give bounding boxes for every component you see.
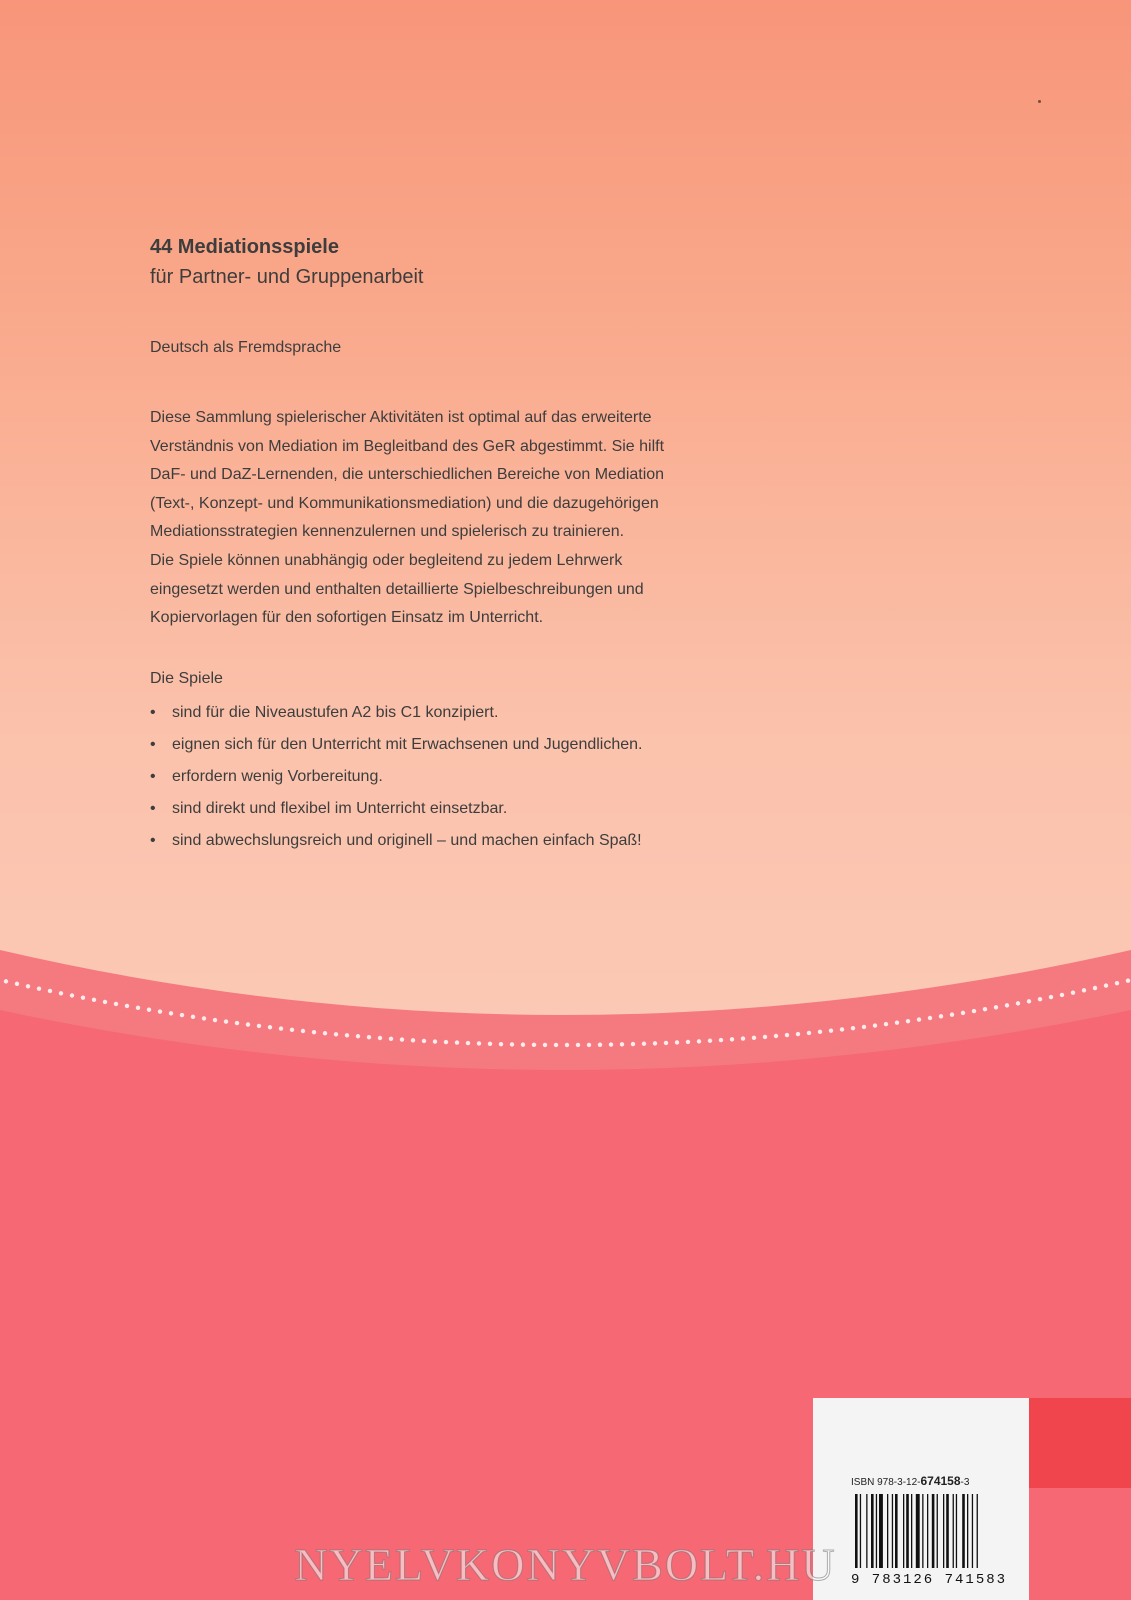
wave-dot: [741, 1036, 745, 1040]
wave-dot: [994, 1005, 998, 1009]
description-line: Kopiervorlagen für den sofortigen Einsatz im Unterricht.: [150, 609, 544, 627]
wave-dot: [202, 1016, 206, 1020]
isbn-core: 674158: [920, 1474, 961, 1488]
feature-text: eignen sich für den Unterricht mit Erwachsenen und Jugendlichen.: [172, 735, 643, 753]
wave-dot: [477, 1041, 481, 1045]
wave-dot: [829, 1028, 833, 1032]
wave-dot: [466, 1041, 470, 1045]
wave-dot: [499, 1042, 503, 1046]
description-line: DaF- und DaZ-Lernenden, die unterschiedlichen Bereiche von Mediation: [150, 466, 665, 484]
wave-dot: [609, 1042, 613, 1046]
wave-dot: [906, 1019, 910, 1023]
wave-dot: [59, 991, 63, 995]
wave-dot: [532, 1043, 536, 1047]
feature-item: [150, 697, 890, 729]
description-line: Verständnis von Mediation im Begleitband des GeR abgestimmt. Sie hilft: [150, 437, 665, 455]
feature-text: sind direkt und flexibel im Unterricht einsetzbar.: [172, 799, 508, 817]
wave-dot: [895, 1020, 899, 1024]
wave-dot: [455, 1040, 459, 1044]
wave-dot: [620, 1042, 624, 1046]
wave-dot: [235, 1021, 239, 1025]
wave-dot: [1071, 990, 1075, 994]
description-line: eingesetzt werden und enthalten detaillierte Spielbeschreibungen und: [150, 580, 644, 598]
wave-dot: [950, 1012, 954, 1016]
wave-dot: [444, 1040, 448, 1044]
wave-dot: [213, 1018, 217, 1022]
bullet-icon: •: [150, 735, 156, 753]
feature-item: [150, 761, 890, 793]
feature-item: [150, 793, 890, 825]
book-subtitle: für Partner- und Gruppenarbeit: [150, 266, 424, 288]
bullet-icon: •: [150, 767, 156, 785]
wave-dot: [642, 1042, 646, 1046]
description-line: Mediationsstrategien kennenzulernen und spielerisch zu trainieren.: [150, 523, 625, 541]
wave-dot: [26, 984, 30, 988]
wave-dot: [1049, 995, 1053, 999]
bullet-icon: •: [150, 831, 156, 849]
wave-dot: [147, 1008, 151, 1012]
book-title: 44 Mediationsspiele: [150, 236, 339, 258]
wave-dot: [917, 1017, 921, 1021]
bullet-icon: •: [150, 799, 156, 817]
wave-dot: [37, 986, 41, 990]
features-list: [150, 697, 890, 857]
wave-dot: [961, 1011, 965, 1015]
bullet-icon: •: [150, 703, 156, 721]
wave-dot: [224, 1019, 228, 1023]
print-speck: [1038, 100, 1041, 103]
wave-dot: [70, 993, 74, 997]
wave-dot: [191, 1015, 195, 1019]
wave-dot: [180, 1013, 184, 1017]
wave-dot: [411, 1038, 415, 1042]
description-line: (Text-, Konzept- und Kommunikationsmediation) und die dazugehörigen: [150, 494, 659, 512]
feature-item: [150, 825, 890, 857]
wave-dot: [158, 1009, 162, 1013]
wave-dot: [114, 1002, 118, 1006]
description-line: Die Spiele können unabhängig oder begleitend zu jedem Lehrwerk: [150, 551, 623, 569]
barcode-digits: 9 783126 741583: [851, 1572, 1008, 1588]
wave-dot: [389, 1037, 393, 1041]
wave-dot: [246, 1022, 250, 1026]
description-line: Diese Sammlung spielerischer Aktivitäten ist optimal auf das erweiterte: [150, 409, 652, 426]
wave-dot: [708, 1039, 712, 1043]
blurb: [150, 232, 890, 857]
wave-dot: [587, 1043, 591, 1047]
wave-dot: [290, 1028, 294, 1032]
wave-dot: [576, 1043, 580, 1047]
wave-dot: [774, 1034, 778, 1038]
wave-dot: [752, 1036, 756, 1040]
wave-dot: [543, 1043, 547, 1047]
wave-dot: [400, 1037, 404, 1041]
features-heading: Die Spiele: [150, 669, 223, 687]
wave-dot: [565, 1043, 569, 1047]
wave-dot: [873, 1023, 877, 1027]
wave-dot: [1082, 988, 1086, 992]
wave-dot: [81, 995, 85, 999]
wave-dot: [433, 1039, 437, 1043]
wave-dot: [510, 1042, 514, 1046]
isbn-suffix: -3: [960, 1477, 970, 1488]
wave-dot: [136, 1006, 140, 1010]
wave-dot: [851, 1026, 855, 1030]
wave-dot: [4, 979, 8, 983]
wave-dot: [598, 1043, 602, 1047]
wave-dot: [675, 1040, 679, 1044]
wave-dot: [785, 1033, 789, 1037]
wave-dot: [730, 1037, 734, 1041]
wave-dot: [653, 1041, 657, 1045]
wave-dot: [488, 1042, 492, 1046]
wave-dot: [796, 1032, 800, 1036]
wave-dot: [664, 1041, 668, 1045]
wave-dot: [818, 1030, 822, 1034]
wave-dot: [15, 982, 19, 986]
wave-dot: [1093, 986, 1097, 990]
wave-dot: [356, 1034, 360, 1038]
wave-dot: [323, 1031, 327, 1035]
wave-dot: [367, 1035, 371, 1039]
wave-dot: [48, 989, 52, 993]
wave-dot: [840, 1027, 844, 1031]
language-label: Deutsch als Fremdsprache: [150, 339, 342, 356]
feature-text: sind für die Niveaustufen A2 bis C1 konzipiert.: [172, 703, 499, 721]
wave-dot: [334, 1032, 338, 1036]
wave-dot: [983, 1007, 987, 1011]
wave-dot: [1016, 1001, 1020, 1005]
wave-dot: [378, 1036, 382, 1040]
wave-dot: [1060, 993, 1064, 997]
wave-dot: [169, 1011, 173, 1015]
wave-dot: [103, 1000, 107, 1004]
wave-dot: [719, 1038, 723, 1042]
wave-dot: [884, 1022, 888, 1026]
wave-dot: [1126, 978, 1130, 982]
feature-text: sind abwechslungsreich und originell – und machen einfach Spaß!: [172, 831, 642, 849]
wave-dot: [521, 1042, 525, 1046]
isbn-prefix: ISBN 978-3-12-: [851, 1477, 921, 1488]
publisher-color-block: [1029, 1398, 1131, 1488]
watermark: NYELVKONYVBOLT.HU: [294, 1539, 837, 1590]
description-paragraph: [150, 404, 890, 633]
wave-dot: [268, 1025, 272, 1029]
wave-dot: [345, 1033, 349, 1037]
wave-dot: [312, 1030, 316, 1034]
wave-dot: [862, 1025, 866, 1029]
wave-dot: [422, 1039, 426, 1043]
wave-dot: [972, 1009, 976, 1013]
wave-dot: [928, 1016, 932, 1020]
wave-dot: [763, 1035, 767, 1039]
wave-dot: [301, 1029, 305, 1033]
feature-item: [150, 729, 890, 761]
feature-text: erfordern wenig Vorbereitung.: [172, 767, 383, 785]
wave-dot: [92, 998, 96, 1002]
wave-dot: [1038, 997, 1042, 1001]
wave-dot: [686, 1040, 690, 1044]
wave-dot: [1005, 1003, 1009, 1007]
wave-dot: [1104, 983, 1108, 987]
wave-dot: [554, 1043, 558, 1047]
wave-dot: [279, 1026, 283, 1030]
wave-dot: [257, 1024, 261, 1028]
wave-dot: [939, 1014, 943, 1018]
wave-dot: [1115, 981, 1119, 985]
wave-dot: [1027, 999, 1031, 1003]
wave-dot: [807, 1031, 811, 1035]
wave-dot: [125, 1004, 129, 1008]
isbn-number: [851, 1474, 969, 1488]
wave-dot: [631, 1042, 635, 1046]
wave-dot: [697, 1039, 701, 1043]
